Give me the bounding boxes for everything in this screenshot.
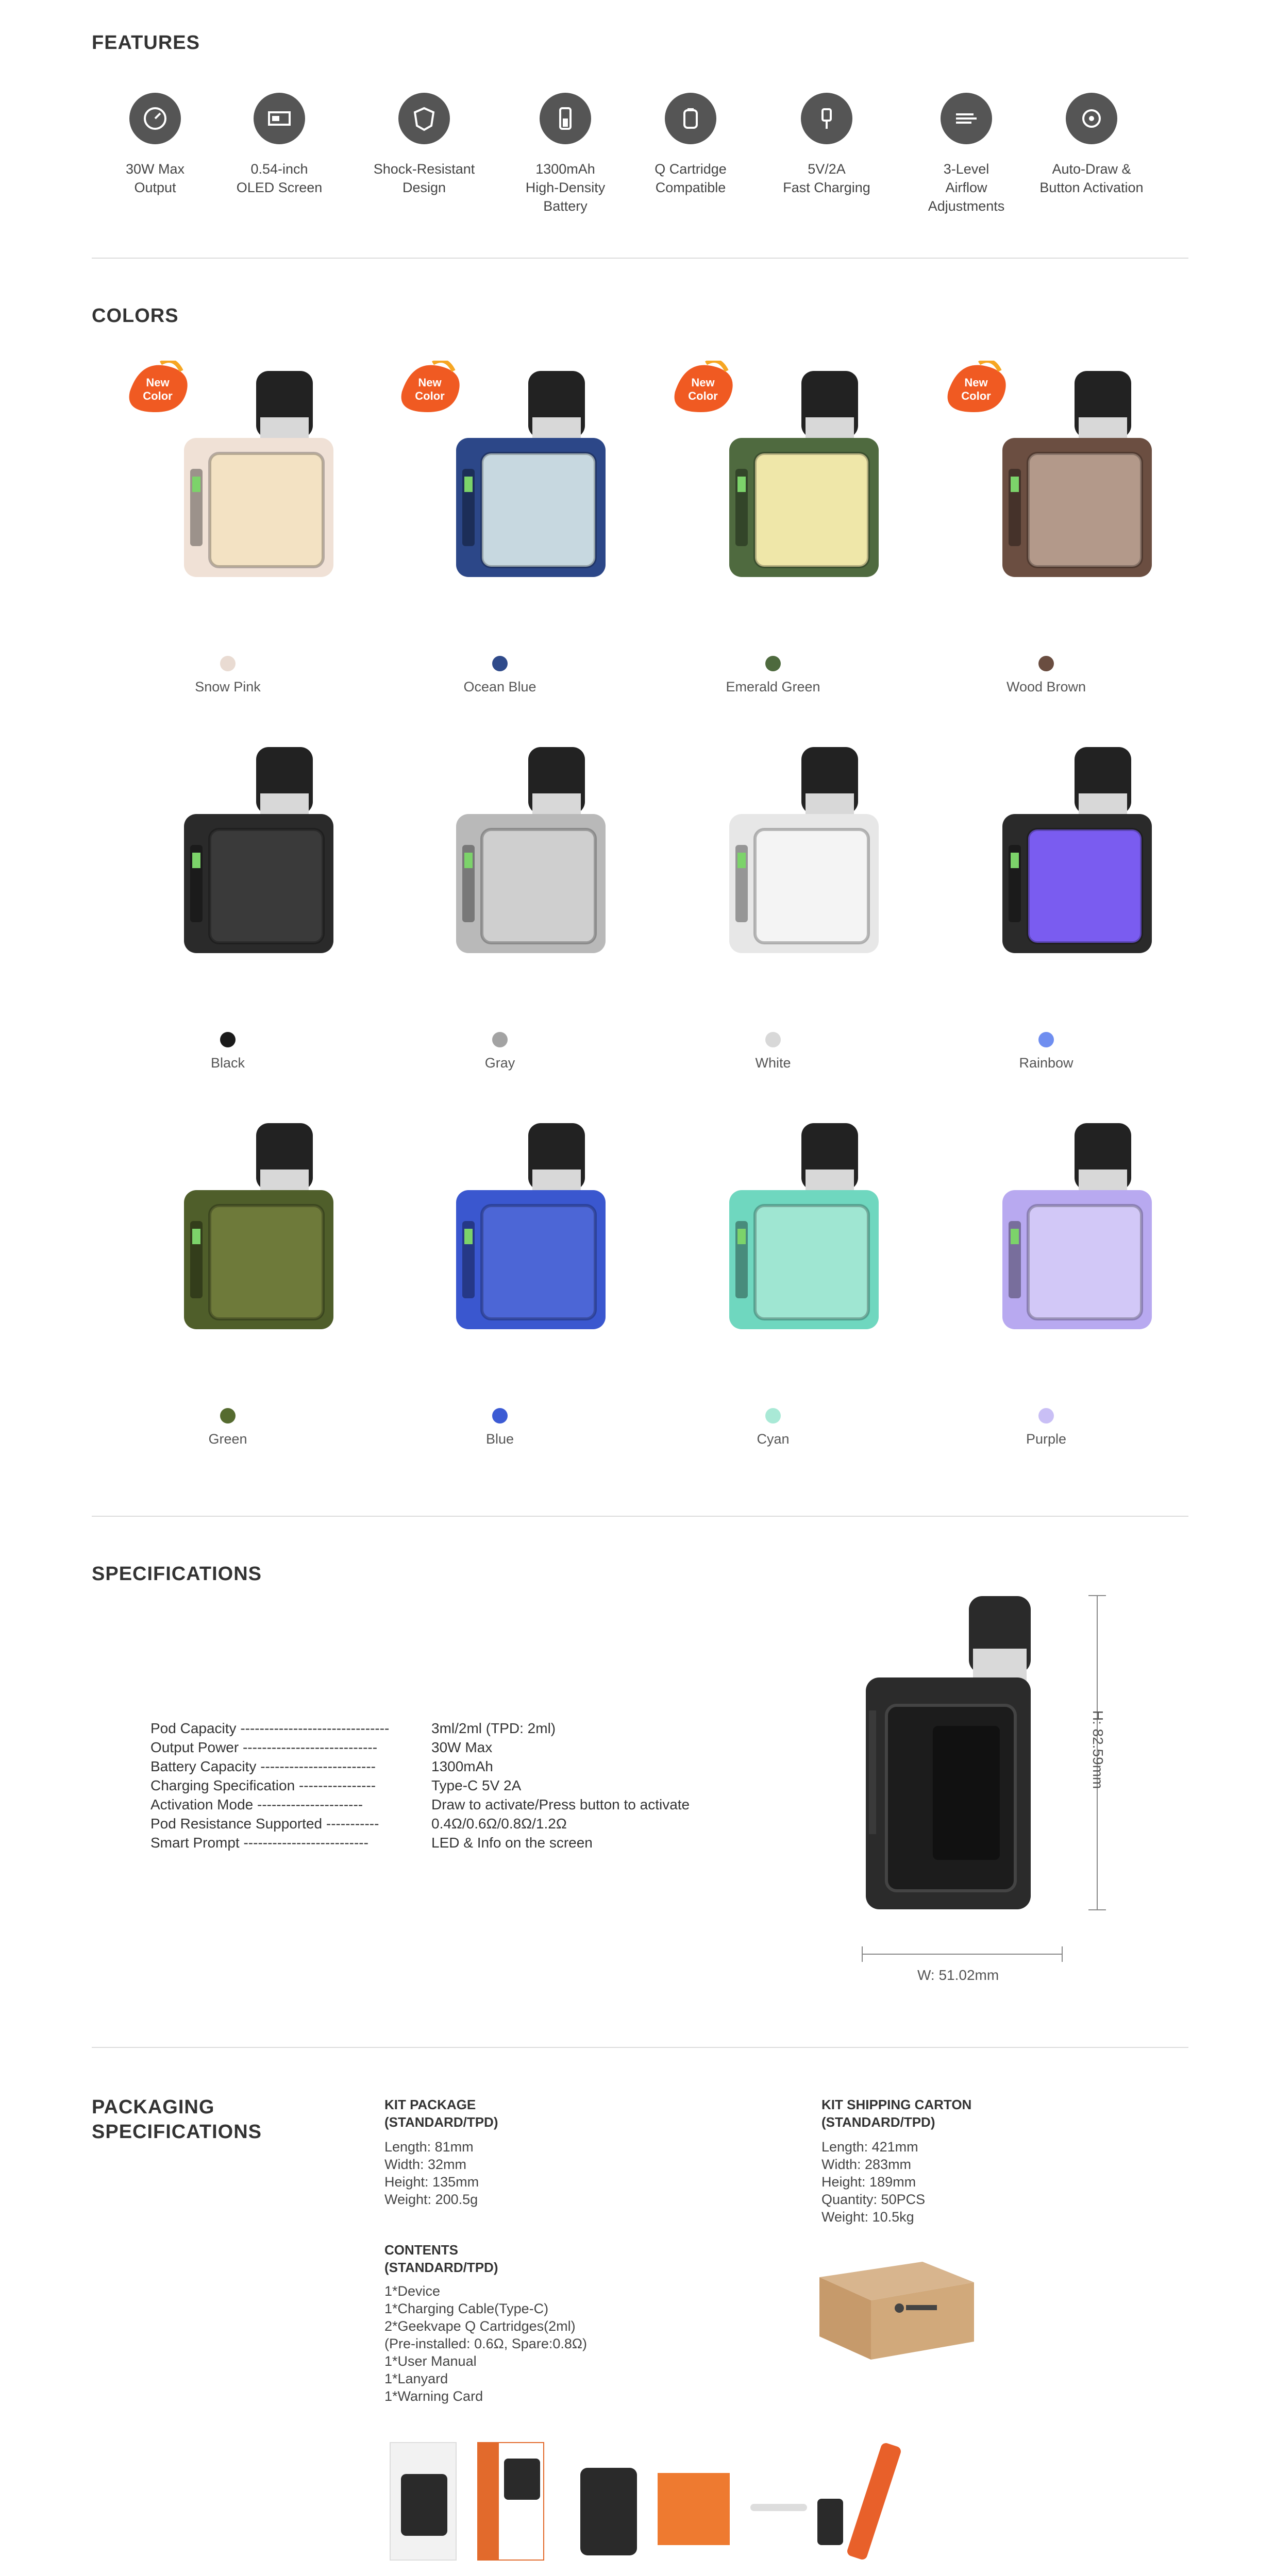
color-swatch[interactable] — [492, 656, 508, 671]
color-swatch[interactable] — [1038, 656, 1054, 671]
device-image — [997, 1118, 1152, 1334]
color-item[interactable] — [665, 742, 881, 1071]
kit-box-tpd — [477, 2442, 544, 2561]
draw-button-icon — [1066, 93, 1117, 144]
badge-text-line1: New — [146, 376, 170, 389]
cartridge-thumb — [817, 2499, 843, 2545]
feature-item — [506, 93, 625, 215]
spec-row — [150, 1815, 567, 1833]
kit-shipping-text: Length: 421mm Width: 283mm Height: 189mm Quantity: 50PCS Weight: 10.5kg — [821, 2139, 926, 2225]
spec-value: LED & Info on the screen — [431, 1835, 593, 1851]
spec-key: Pod Resistance Supported ----------- — [150, 1816, 379, 1832]
feature-label: 3-Level Airflow Adjustments — [928, 161, 1005, 214]
device-image — [179, 366, 333, 582]
feature-label: 1300mAh High-Density Battery — [525, 161, 606, 214]
device-image — [724, 366, 879, 582]
color-item[interactable] — [938, 1118, 1154, 1447]
badge-text-line1: New — [418, 376, 442, 389]
device-image — [179, 1118, 333, 1334]
kit-box-standard — [390, 2442, 457, 2561]
color-swatch[interactable] — [220, 1408, 236, 1423]
spec-row — [150, 1834, 593, 1852]
spec-value: 1300mAh — [431, 1758, 493, 1774]
contents-title: CONTENTS (STANDARD/TPD) — [384, 2242, 498, 2275]
spec-key: Charging Specification ---------------- — [150, 1777, 376, 1793]
spec-value: 3ml/2ml (TPD: 2ml) — [431, 1720, 556, 1736]
feature-item — [907, 93, 1026, 215]
color-item[interactable] — [938, 366, 1154, 694]
color-swatch[interactable] — [220, 656, 236, 671]
spec-key: Battery Capacity ------------------------ — [150, 1758, 376, 1774]
spec-row — [150, 1796, 690, 1814]
spec-value: 30W Max — [431, 1739, 493, 1755]
screen-icon — [254, 93, 305, 144]
color-swatch[interactable] — [765, 656, 781, 671]
spec-value: Type-C 5V 2A — [431, 1777, 522, 1793]
color-name: Emerald Green — [726, 679, 820, 694]
divider — [92, 1516, 1188, 1517]
spec-row — [150, 1720, 556, 1737]
feature-item — [767, 93, 886, 197]
new-color-badge — [397, 361, 464, 417]
device-image — [451, 366, 606, 582]
features-title: FEATURES — [92, 32, 200, 54]
color-swatch[interactable] — [1038, 1408, 1054, 1423]
color-name: White — [755, 1055, 791, 1071]
device-image — [724, 742, 879, 958]
color-name: Rainbow — [1019, 1055, 1073, 1071]
kit-contents-images — [384, 2437, 931, 2571]
badge-text-line2: Color — [415, 389, 445, 402]
color-swatch[interactable] — [492, 1032, 508, 1047]
device-image — [451, 742, 606, 958]
color-swatch[interactable] — [492, 1408, 508, 1423]
spec-key: Pod Capacity ------------------------------- — [150, 1720, 390, 1736]
color-item[interactable] — [665, 366, 881, 694]
cartridge-icon — [665, 93, 716, 144]
colors-title: COLORS — [92, 305, 179, 327]
color-name: Wood Brown — [1006, 679, 1086, 694]
packaging-title: PACKAGING SPECIFICATIONS — [92, 2096, 262, 2143]
color-item[interactable] — [392, 1118, 608, 1447]
kit-shipping-carton-image — [819, 2251, 974, 2360]
spec-device-image — [855, 1587, 1041, 1917]
device-image — [179, 742, 333, 958]
kit-package-text: Length: 81mm Width: 32mm Height: 135mm Weight: 200.5g — [384, 2139, 479, 2207]
feature-label: 30W Max Output — [125, 161, 185, 195]
device-thumb — [580, 2468, 637, 2555]
cable-thumb — [750, 2504, 807, 2511]
height-tick-top — [1088, 1595, 1106, 1596]
color-name: Cyan — [757, 1431, 790, 1447]
new-color-badge — [943, 361, 1010, 417]
new-color-badge — [125, 361, 192, 417]
color-name: Gray — [484, 1055, 515, 1071]
height-tick-bottom — [1088, 1909, 1106, 1910]
speedometer-icon — [129, 93, 181, 144]
color-name: Green — [208, 1431, 247, 1447]
feature-label: Auto-Draw & Button Activation — [1039, 161, 1144, 195]
color-item[interactable] — [120, 742, 336, 1071]
specs-title: SPECIFICATIONS — [92, 1563, 262, 1585]
usb-icon — [801, 93, 852, 144]
manual-thumb — [658, 2473, 730, 2545]
airflow-icon — [941, 93, 992, 144]
kit-shipping-title: KIT SHIPPING CARTON (STANDARD/TPD) — [821, 2097, 972, 2130]
divider — [92, 2047, 1188, 2048]
width-label: W: 51.02mm — [917, 1967, 999, 1983]
device-image — [997, 366, 1152, 582]
kit-package-title: KIT PACKAGE (STANDARD/TPD) — [384, 2097, 498, 2130]
contents-text: 1*Device 1*Charging Cable(Type-C) 2*Geekvape Q Cartridges(2ml) (Pre-installed: 0.6Ω, Spare:0.8Ω) 1*User Manual 1*Lanyard 1*Warning Card — [384, 2283, 588, 2404]
feature-item — [631, 93, 750, 197]
device-image — [451, 1118, 606, 1334]
color-swatch[interactable] — [765, 1408, 781, 1423]
width-dimension-line — [862, 1954, 1063, 1955]
feature-label: 0.54-inch OLED Screen — [236, 161, 323, 195]
badge-text-line1: New — [691, 376, 715, 389]
height-label: H: 82.59mm — [1090, 1710, 1106, 1789]
feature-item — [365, 93, 483, 197]
feature-label: Q Cartridge Compatible — [655, 161, 727, 195]
color-name: Blue — [485, 1431, 514, 1447]
spec-key: Output Power ---------------------------- — [150, 1739, 378, 1755]
color-item[interactable] — [120, 366, 336, 694]
color-item[interactable] — [392, 366, 608, 694]
badge-text-line1: New — [964, 376, 988, 389]
feature-item — [96, 93, 214, 197]
battery-icon — [540, 93, 591, 144]
color-swatch[interactable] — [765, 1032, 781, 1047]
feature-item — [220, 93, 339, 197]
spec-row — [150, 1758, 493, 1775]
color-name: Purple — [1026, 1431, 1067, 1447]
spec-value: Draw to activate/Press button to activate — [431, 1797, 690, 1812]
color-item[interactable] — [392, 742, 608, 1071]
color-name: Black — [210, 1055, 245, 1071]
color-swatch[interactable] — [220, 1032, 236, 1047]
lanyard-thumb — [846, 2442, 902, 2561]
spec-row — [150, 1739, 492, 1756]
divider — [92, 258, 1188, 259]
device-image — [997, 742, 1152, 958]
device-image — [724, 1118, 879, 1334]
new-color-badge — [670, 361, 737, 417]
spec-key: Smart Prompt -------------------------- — [150, 1835, 368, 1851]
color-item[interactable] — [120, 1118, 336, 1447]
badge-text-line2: Color — [143, 389, 173, 402]
feature-item — [1032, 93, 1151, 197]
color-item[interactable] — [938, 742, 1154, 1071]
color-name: Snow Pink — [195, 679, 261, 694]
color-swatch[interactable] — [1038, 1032, 1054, 1047]
color-item[interactable] — [665, 1118, 881, 1447]
width-tick-left — [862, 1946, 863, 1962]
spec-value: 0.4Ω/0.6Ω/0.8Ω/1.2Ω — [431, 1816, 567, 1832]
badge-text-line2: Color — [688, 389, 718, 402]
spec-key: Activation Mode ---------------------- — [150, 1797, 363, 1812]
feature-label: 5V/2A Fast Charging — [783, 161, 870, 195]
spec-row — [150, 1777, 521, 1794]
badge-text-line2: Color — [961, 389, 991, 402]
shield-icon — [398, 93, 450, 144]
feature-label: Shock-Resistant Design — [373, 161, 475, 195]
color-name: Ocean Blue — [463, 679, 536, 694]
width-tick-right — [1062, 1946, 1063, 1962]
